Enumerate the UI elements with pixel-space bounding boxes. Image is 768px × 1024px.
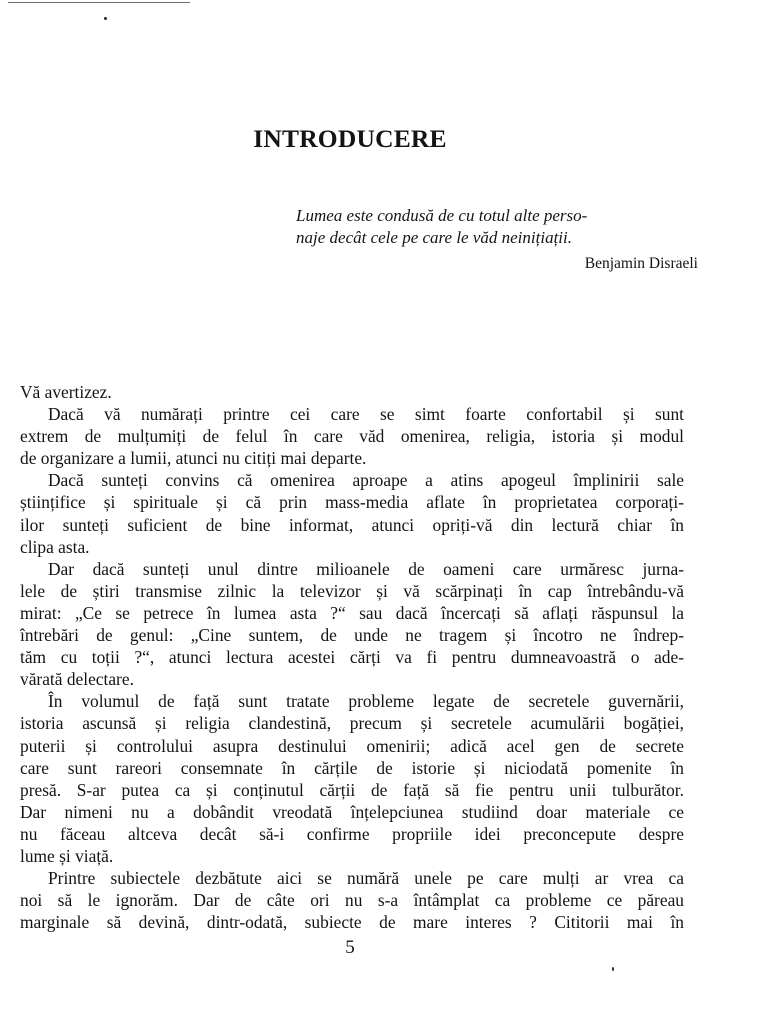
body-line: În volumul de față sunt tratate probleme legate de secretele guvernării, (48, 691, 684, 712)
body-line: întrebări de genul: „Cine suntem, de unde ne tragem și încotro ne îndrep- (20, 625, 684, 646)
body-line: de organizare a lumii, atunci nu citiți mai departe. (20, 448, 367, 469)
body-line: puterii și controlului asupra destinului omenirii; adică acel gen de secrete (20, 735, 684, 756)
epigraph (296, 205, 700, 275)
ink-speck (612, 967, 614, 971)
page-number: 5 (345, 937, 355, 958)
epigraph-line: naje decât cele pe care le văd neinițiații. (296, 228, 572, 247)
body-line: presă. S-ar putea ca și conținutul cărții de față să fie pentru unii tulburător. (20, 779, 684, 800)
top-rule (8, 2, 190, 3)
body-line: mirat: „Ce se petrece în lumea asta ?“ sau dacă încercați să aflați răspunsul la (20, 602, 684, 623)
body-line: Dar nimeni nu a dobândit vreodată înțelepciunea studiind doar materiale ce (20, 801, 684, 822)
body-line: extrem de mulțumiți de felul în care văd omenirea, religia, istoria și modul (20, 426, 684, 447)
body-line: lele de știri transmise zilnic la televizor și vă scărpinați în cap întrebându-vă (20, 580, 684, 601)
chapter-title: INTRODUCERE (253, 124, 447, 153)
body-line: Printre subiectele dezbătute aici se numără unele pe care mulți ar vrea ca (48, 868, 684, 889)
body-line: lume și viață. (20, 845, 114, 866)
epigraph-line: Lumea este condusă de cu totul alte perso- (296, 206, 588, 225)
epigraph-author: Benjamin Disraeli (584, 255, 698, 272)
body-line: Dar dacă sunteți unul dintre milioanele de oameni care urmăresc jurna- (48, 558, 684, 579)
body-line: Vă avertizez. (20, 382, 112, 402)
body-line: istoria ascunsă și religia clandestină, precum și secretele acumulării bogăției, (20, 713, 684, 734)
body-line: nu făceau altceva decât să-i confirme propriile idei preconcepute despre (20, 823, 684, 844)
body-line: clipa asta. (20, 536, 90, 557)
body-line: ilor sunteți suficient de bine informat, atunci opriți-vă din lectură chiar în (20, 514, 684, 535)
body-line: Dacă sunteți convins că omenirea aproape a atins apogeul împlinirii sale (48, 470, 684, 491)
body-line: noi să le ignorăm. Dar de câte ori nu s-a întâmplat ca probleme ce păreau (20, 890, 684, 911)
body-line: științifice și spirituale și că prin mass-media aflate în proprietatea corporați- (20, 492, 684, 513)
body-line: marginale să devină, dintr-odată, subiecte de mare interes ? Cititorii mai în (20, 912, 684, 933)
body-line: Dacă vă numărați printre cei care se simt foarte confortabil și sunt (48, 404, 684, 425)
body-line: care sunt rareori consemnate în cărțile de istorie și niciodată pomenite în (20, 757, 684, 778)
ink-speck (104, 17, 107, 20)
body-line: vărată delectare. (20, 669, 134, 690)
body-line: tăm cu toții ?“, atunci lectura acestei cărți va fi pentru dumneavoastră o ade- (20, 647, 684, 668)
body-text (20, 381, 684, 933)
